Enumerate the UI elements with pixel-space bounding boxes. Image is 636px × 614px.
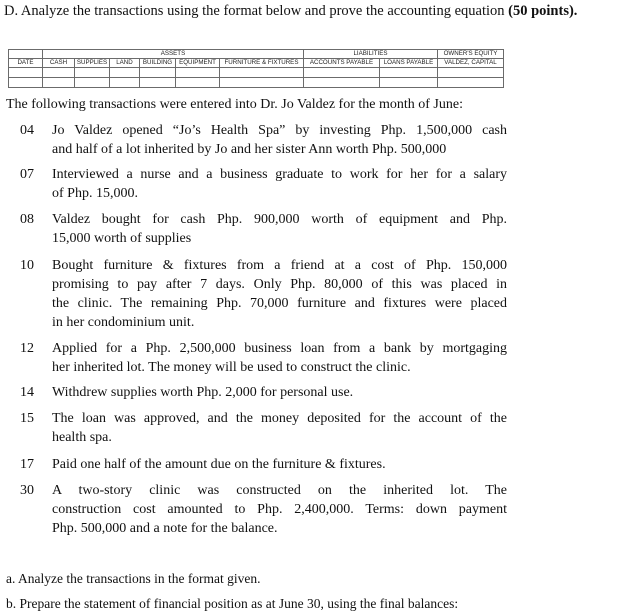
heading-text: D. Analyze the transactions using the format below and prove the accounting equation (4, 3, 509, 19)
intro-text: The following transactions were entered into Dr. Jo Valdez for the month of June: (6, 97, 463, 112)
liabilities-group-header: LIABILITIES (304, 50, 438, 59)
question-b: b. Prepare the statement of financial position as at June 30, using the final balances: (6, 596, 459, 611)
transaction-text: Interviewed a nurse and a business graduate to work for her for a salary of Php. 15,000. (52, 167, 507, 201)
question-a: a. Analyze the transactions in the format given. (6, 571, 261, 586)
transaction-text: The loan was approved, and the money deposited for the account of the health spa. (52, 411, 507, 445)
ledger-table (8, 49, 504, 88)
transaction-text: Jo Valdez opened “Jo’s Health Spa” by investing Php. 1,500,000 cash and half of a lot inherited by Jo and her sister Ann worth Php. 500,000 (52, 123, 507, 157)
col-furniture-fixtures: FURNITURE & FIXTURES (220, 59, 304, 68)
ledger-category-row (9, 50, 504, 59)
transaction-day: 12 (20, 341, 34, 356)
transaction-text: Withdrew supplies worth Php. 2,000 for personal use. (52, 385, 354, 400)
col-cash: CASH (43, 59, 75, 68)
ledger-blank-row (9, 68, 504, 78)
transaction-text: Applied for a Php. 2,500,000 business loan from a bank by mortgaging her inherited lot. The money will be used to construct the clinic. (52, 341, 507, 375)
section-heading (4, 2, 632, 20)
transaction-day: 17 (20, 457, 34, 472)
transaction-text: Valdez bought for cash Php. 900,000 worth of equipment and Php. 15,000 worth of supplies (52, 212, 507, 246)
col-building: BUILDING (140, 59, 176, 68)
col-loans-payable: LOANS PAYABLE (380, 59, 438, 68)
col-valdez-capital: VALDEZ, CAPITAL (438, 59, 504, 68)
col-equipment: EQUIPMENT (176, 59, 220, 68)
col-supplies: SUPPLIES (75, 59, 110, 68)
heading-points: (50 points). (508, 3, 578, 19)
col-accounts-payable: ACCOUNTS PAYABLE (304, 59, 380, 68)
transaction-day: 07 (20, 167, 34, 182)
transaction-text: Paid one half of the amount due on the furniture & fixtures. (52, 457, 386, 472)
transaction-day: 30 (20, 483, 34, 498)
transaction-day: 15 (20, 411, 34, 426)
equity-group-header: OWNER'S EQUITY (438, 50, 504, 59)
transaction-day: 14 (20, 385, 34, 400)
transaction-day: 04 (20, 123, 34, 138)
transaction-text: Bought furniture & fixtures from a friend at a cost of Php. 150,000 promising to pay after 7 days. Only Php. 80,000 of this was placed in the clinic. The remaining Php. 70,000 furniture and fixtures were placed in her condominium unit. (52, 258, 507, 330)
transaction-day: 08 (20, 212, 34, 227)
assets-group-header: ASSETS (43, 50, 304, 59)
transaction-text: A two-story clinic was constructed on the inherited lot. The construction cost amounted to Php. 2,400,000. Terms: down payment Php. 500,000 and a note for the balance. (52, 483, 507, 536)
ledger-blank-row (9, 78, 504, 88)
date-category-cell (9, 50, 43, 59)
transaction-day: 10 (20, 258, 34, 273)
col-date: DATE (9, 59, 43, 68)
col-land: LAND (110, 59, 140, 68)
ledger-header-row (9, 59, 504, 68)
